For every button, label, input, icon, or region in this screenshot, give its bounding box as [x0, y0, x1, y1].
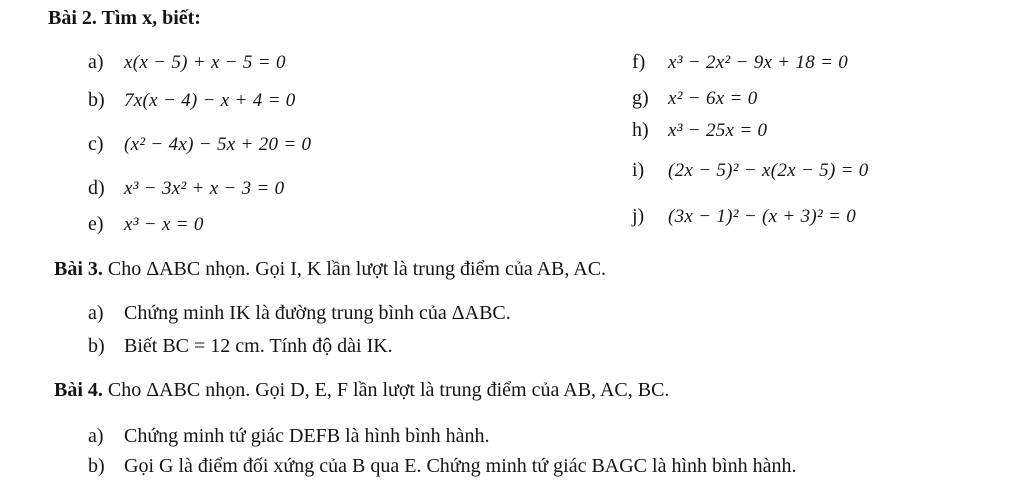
equation: x³ − 3x² + x − 3 = 0 [124, 178, 285, 199]
bai3-intro: Cho ΔABC nhọn. Gọi I, K lần lượt là trung điểm của AB, AC. [102, 258, 607, 280]
bai4-title: Bài 4. [54, 379, 103, 401]
item-label: g) [632, 87, 649, 109]
bai2-item-b [88, 88, 296, 113]
equation: (2x − 5)² − x(2x − 5) = 0 [668, 160, 869, 181]
bai2-item-d [88, 176, 284, 201]
bai4-heading [54, 378, 669, 402]
item-text: Gọi G là điểm đối xứng của B qua E. Chứng minh tứ giác BAGC là hình bình hành. [124, 455, 797, 477]
item-text: Chứng minh tứ giác DEFB là hình bình hành. [124, 425, 490, 447]
item-label: a) [88, 302, 104, 324]
equation: x³ − 25x = 0 [668, 120, 768, 141]
item-label: a) [88, 51, 104, 73]
bai2-item-h [632, 118, 767, 143]
bai2-item-a [88, 50, 286, 75]
item-label: f) [632, 51, 646, 73]
item-label: b) [88, 455, 105, 477]
bai2-item-e [88, 212, 204, 237]
equation: x³ − x = 0 [124, 214, 204, 235]
item-label: b) [88, 335, 105, 357]
bai2-item-i [632, 158, 869, 183]
bai4-intro: Cho ΔABC nhọn. Gọi D, E, F lần lượt là trung điểm của AB, AC, BC. [102, 379, 670, 401]
equation: x(x − 5) + x − 5 = 0 [124, 52, 286, 73]
item-text: Chứng minh IK là đường trung bình của ΔABC. [124, 302, 511, 324]
equation: x³ − 2x² − 9x + 18 = 0 [668, 52, 849, 73]
bai2-item-j [632, 204, 856, 229]
item-label: a) [88, 425, 104, 447]
equation: (x² − 4x) − 5x + 20 = 0 [124, 134, 312, 155]
bai2-item-c [88, 132, 311, 157]
equation: 7x(x − 4) − x + 4 = 0 [124, 90, 296, 111]
bai2-item-g [632, 86, 758, 111]
item-label: i) [632, 159, 645, 181]
item-label: c) [88, 133, 104, 155]
equation: (3x − 1)² − (x + 3)² = 0 [668, 206, 857, 227]
bai3-item-a [88, 301, 511, 325]
bai4-item-b [88, 454, 796, 478]
bai3-item-b [88, 334, 393, 358]
item-label: j) [632, 205, 645, 227]
item-text: Biết BC = 12 cm. Tính độ dài IK. [124, 335, 393, 357]
item-label: e) [88, 213, 104, 235]
bai4-item-a [88, 424, 490, 448]
bai3-heading [54, 257, 606, 281]
equation: x² − 6x = 0 [668, 88, 758, 109]
bai2-item-f [632, 50, 848, 75]
item-label: d) [88, 177, 105, 199]
bai2-heading: Bài 2. Tìm x, biết: [48, 7, 201, 29]
item-label: h) [632, 119, 649, 141]
item-label: b) [88, 89, 105, 111]
bai3-title: Bài 3. [54, 258, 103, 280]
